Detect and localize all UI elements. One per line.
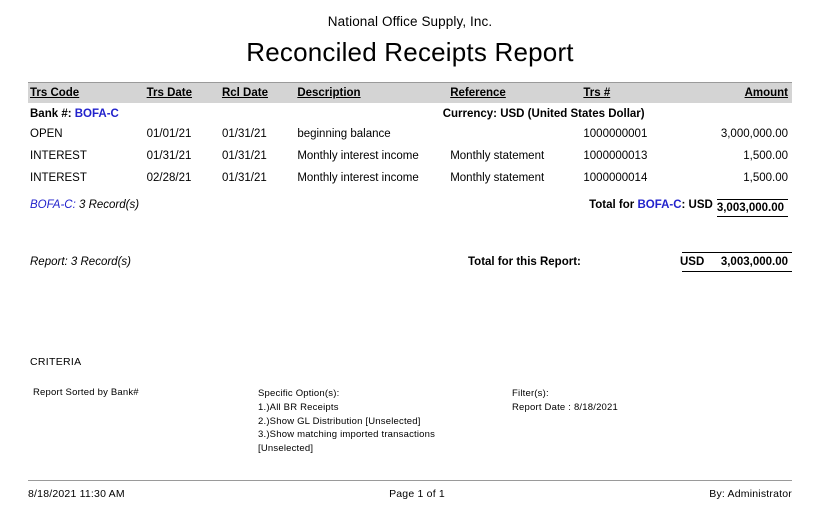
cell-trs-date: 01/31/21 xyxy=(146,150,192,162)
cell-trs-number: 1000000013 xyxy=(583,150,648,162)
cell-trs-number: 1000000001 xyxy=(583,128,648,140)
column-header-rcl-date[interactable]: Rcl Date xyxy=(220,83,295,103)
column-header-amount[interactable]: Amount xyxy=(715,83,792,103)
table-row xyxy=(28,123,792,145)
cell-trs-code: INTEREST xyxy=(30,150,87,162)
footer-author: By: Administrator xyxy=(709,488,792,500)
filter-item: Report Date : 8/18/2021 xyxy=(512,401,619,413)
receipts-table xyxy=(28,83,792,222)
cell-reference: Monthly statement xyxy=(450,172,545,184)
table-header-row xyxy=(28,83,792,103)
cell-amount: 3,000,000.00 xyxy=(720,128,788,140)
filters-title: Filter(s): xyxy=(512,388,549,399)
column-header-trs-date[interactable]: Trs Date xyxy=(145,83,220,103)
cell-trs-code: INTEREST xyxy=(30,172,87,184)
criteria-sort: Report Sorted by Bank# xyxy=(33,387,139,398)
cell-description: Monthly interest income xyxy=(297,150,419,162)
column-header-description[interactable]: Description xyxy=(295,83,448,103)
specific-options-title: Specific Option(s): xyxy=(258,388,340,399)
bank-total-amount: 3,003,000.00 xyxy=(717,199,788,217)
column-header-trs-code[interactable]: Trs Code xyxy=(28,83,145,103)
table-header xyxy=(28,83,792,103)
criteria-heading: CRITERIA xyxy=(30,356,82,368)
specific-option-item: [Unselected] xyxy=(258,443,314,455)
bank-record-count xyxy=(28,189,295,222)
bank-value: BOFA-C xyxy=(74,108,119,120)
specific-option-item: 2.)Show GL Distribution [Unselected] xyxy=(258,415,421,427)
table-row xyxy=(28,145,792,167)
bank-label: Bank #: xyxy=(30,108,72,120)
bank-total-label-bank: BOFA-C xyxy=(637,199,682,211)
company-name: National Office Supply, Inc. xyxy=(327,14,493,29)
cell-reference xyxy=(448,123,581,145)
table-row xyxy=(28,167,792,189)
cell-description: Monthly interest income xyxy=(297,172,419,184)
cell-rcl-date: 01/31/21 xyxy=(221,172,267,184)
footer-page-number: Page 1 of 1 xyxy=(389,488,445,500)
cell-trs-number: 1000000014 xyxy=(583,172,648,184)
cell-amount: 1,500.00 xyxy=(743,150,788,162)
specific-option-item: 1.)All BR Receipts xyxy=(258,401,339,413)
column-header-reference[interactable]: Reference xyxy=(448,83,581,103)
cell-rcl-date: 01/31/21 xyxy=(221,150,267,162)
criteria-specific-options xyxy=(258,387,435,456)
bank-subtotal-row xyxy=(28,189,792,222)
currency-line: Currency: USD (United States Dollar) xyxy=(442,108,645,120)
bank-header-row xyxy=(28,103,792,123)
cell-description: beginning balance xyxy=(297,128,391,140)
bank-total-amount-cell xyxy=(715,189,792,222)
bank-record-count-bank: BOFA-C: xyxy=(30,199,76,211)
cell-amount: 1,500.00 xyxy=(743,172,788,184)
page-title: Reconciled Receipts Report xyxy=(246,37,574,67)
report-total-amount: 3,003,000.00 xyxy=(682,252,792,272)
bank-total-label: Total for BOFA-C: USD xyxy=(589,199,713,211)
bank-identifier xyxy=(28,103,295,123)
criteria-filters xyxy=(512,387,618,415)
cell-trs-date: 01/01/21 xyxy=(146,128,192,140)
footer-timestamp: 8/18/2021 11:30 AM xyxy=(28,488,125,500)
specific-option-item: 3.)Show matching imported transactions xyxy=(258,429,436,441)
cell-trs-date: 02/28/21 xyxy=(146,172,192,184)
cell-rcl-date: 01/31/21 xyxy=(221,128,267,140)
report-record-count: Report: 3 Record(s) xyxy=(30,256,131,268)
page-footer xyxy=(28,488,792,500)
report-total-label: Total for this Report: xyxy=(468,256,581,268)
footer-divider xyxy=(28,480,792,481)
cell-reference: Monthly statement xyxy=(450,150,545,162)
report-total-currency: USD xyxy=(680,256,705,268)
cell-trs-code: OPEN xyxy=(30,128,63,140)
bank-record-count-text: 3 Record(s) xyxy=(79,199,140,211)
column-header-trs-number[interactable]: Trs # xyxy=(581,83,714,103)
